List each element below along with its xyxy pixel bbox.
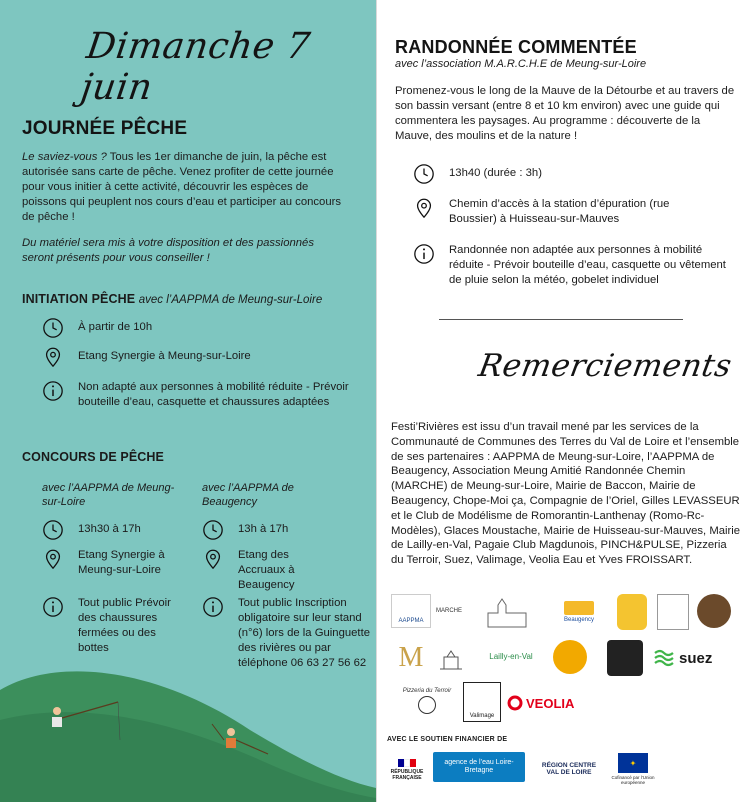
region-centre-logo xyxy=(535,752,603,786)
lailly-logo xyxy=(473,636,549,676)
rando-place: Chemin d’accès à la station d’épuration (rue Boussier) à Huisseau-sur-Mauves xyxy=(449,198,670,225)
concours-col1-header: avec l’AAPPMA de Meung-sur-Loire xyxy=(42,482,175,508)
location-pin-icon xyxy=(42,548,64,570)
rando-info-row xyxy=(413,243,733,288)
initiation-info-row xyxy=(42,380,352,410)
beaugency-logo xyxy=(554,594,604,630)
rando-info: Randonnée non adaptée aux personnes à mobilité réduite - Prévoir bouteille d’eau, casquette ou vêtement de pluie selon la météo, gobelet individuel xyxy=(449,244,726,286)
intro-text: Tous les 1er dimanche de juin, la pêche est autorisée sans carte de pêche. Venez profiter de cette journée pour vous initier à cette activité, découvrir les espèces de poissons qui peuplent nos cours d’eau et participer au concours de pêche ! xyxy=(22,151,342,223)
pizzeria-label: Pizzeria du Terroir xyxy=(402,688,452,694)
right-panel xyxy=(377,0,752,802)
compagnie-oriel-logo xyxy=(657,594,689,630)
suez-label: suez xyxy=(679,649,713,667)
agence-eau-logo xyxy=(433,752,525,782)
concours-col1-info-row xyxy=(42,596,192,656)
clock-icon xyxy=(42,519,64,541)
pagaie-club-logo xyxy=(553,640,587,674)
concours-col2-time: 13h à 17h xyxy=(238,523,289,535)
thanks-title: Remerciements xyxy=(475,348,735,384)
clock-icon xyxy=(413,163,435,185)
baccon-church-logo xyxy=(479,596,541,630)
intro-paragraph xyxy=(22,150,344,225)
huisseau-logo xyxy=(435,640,467,676)
initiation-info: Non adapté aux personnes à mobilité réduite - Prévoir bouteille d’eau, casquette et chaussures adaptées xyxy=(78,381,349,408)
initiation-place-row xyxy=(42,346,352,368)
concours-heading: CONCOURS DE PÊCHE xyxy=(22,450,164,464)
initiation-place: Etang Synergie à Meung-sur-Loire xyxy=(78,350,251,362)
aappma-logo xyxy=(391,594,431,628)
lailly-label: Lailly-en-Val xyxy=(489,651,533,661)
material-paragraph: Du matériel sera mis à votre disposition et des passionnés seront présents pour vous conseiller ! xyxy=(22,237,314,264)
initiation-subtitle: avec l’AAPPMA de Meung-sur-Loire xyxy=(138,294,323,306)
location-pin-icon xyxy=(42,346,64,368)
concours-col1-info: Tout public Prévoir des chaussures fermées ou des bottes xyxy=(78,597,171,654)
info-icon xyxy=(413,243,435,265)
location-pin-icon xyxy=(413,197,435,219)
europe-label: Cofinancé par l’Union européenne xyxy=(611,775,655,785)
intro-lead: Le saviez-vous ? xyxy=(22,151,107,163)
soutien-label: AVEC LE SOUTIEN FINANCIER DE xyxy=(387,736,508,743)
pizzeria-logo xyxy=(397,684,457,718)
info-icon xyxy=(42,596,64,618)
pinch-pulse-logo xyxy=(607,640,643,676)
valimage-label: Valimage xyxy=(469,713,495,719)
initiation-time: À partir de 10h xyxy=(78,321,153,333)
marche-logo xyxy=(433,592,465,630)
rando-time: 13h40 (durée : 3h) xyxy=(449,167,542,179)
rando-time-row xyxy=(413,163,733,185)
initiation-heading xyxy=(22,292,322,306)
region-label: RÉGION CENTRE VAL DE LOIRE xyxy=(541,761,597,776)
rando-place-row xyxy=(413,197,733,227)
beaugency-label: Beaugency xyxy=(563,617,595,623)
suez-logo xyxy=(653,645,733,671)
rando-paragraph: Promenez-vous le long de la Mauve de la Détourbe et au travers de son bassin versant (entre 8 et 10 km environ) avec une guide qui commentera les paysages. Au programme : découverte de la Mauve, des moulins et de la nature ! xyxy=(395,85,735,142)
concours-col2-place: Etang des Accruaux à Beaugency xyxy=(238,549,295,591)
republique-francaise-logo xyxy=(387,752,427,788)
concours-col2-time-row xyxy=(202,519,372,541)
republique-label: RÉPUBLIQUE FRANÇAISE xyxy=(390,769,424,781)
aappma-label: AAPPMA xyxy=(398,618,424,624)
concours-col2-header: avec l’AAPPMA de Beaugency xyxy=(202,482,294,508)
date-title: Dimanche 7 juin xyxy=(78,26,313,108)
agence-label: agence de l’eau Loire-Bretagne xyxy=(444,759,514,774)
concours-col1-place: Etang Synergie à Meung-sur-Loire xyxy=(78,549,165,576)
info-icon xyxy=(202,596,224,618)
concours-col1-time-row xyxy=(42,519,192,541)
info-icon xyxy=(42,380,64,402)
clock-icon xyxy=(202,519,224,541)
veolia-label: VEOLIA xyxy=(526,695,575,711)
clock-icon xyxy=(42,317,64,339)
rando-title: RANDONNÉE COMMENTÉE xyxy=(395,37,637,57)
thanks-paragraph: Festi’Rivières est issu d’un travail mené par les services de la Communauté de Communes des Terres du Val de Loire et l’ensemble de ses partenaires : AAPPMA de Meung-sur-Loire, l’AAPPMA de Beaugency, Association Meung Amitié Randonnée Chemin (MARCHE) de Meung-sur-Loire, Mairie de Baccon, Mairie de Beaugency, Chope-Moi ça, Compagnie de l’Oriel, Gilles LEVASSEUR et le Club de Modélisme de Romorantin-Lanthenay (Romo-Rc-Modèles), Glaces Moustache, Mairie de Huisseau-sur-Mauves, Mairie de Lailly-en-Val, Pagaie Club Magdunois, PINCH&PULSE, Pizzeria du Terroir, Suez, Valimage, Veolia Eau et Yves FROISSART. xyxy=(391,421,741,567)
concours-col2-info: Tout public Inscription obligatoire sur leur stand (n°6) lors de la Guinguette des rivières ou par téléphone 06 63 27 56 62 xyxy=(238,597,370,669)
rando-subtitle: avec l’association M.A.R.C.H.E de Meung-sur-Loire xyxy=(395,58,647,70)
concours-col1-place-row xyxy=(42,548,192,578)
chope-moi-ca-logo xyxy=(617,594,647,630)
concours-col1-time: 13h30 à 17h xyxy=(78,523,141,535)
romo-rc-logo xyxy=(697,594,731,628)
section-divider xyxy=(439,319,683,320)
veolia-logo xyxy=(507,690,591,716)
hill-illustration xyxy=(0,660,376,802)
location-pin-icon xyxy=(202,548,224,570)
initiation-title: INITIATION PÊCHE xyxy=(22,292,136,306)
initiation-time-row xyxy=(42,317,352,339)
marche-label: MARCHE xyxy=(435,608,462,614)
journee-title: JOURNÉE PÊCHE xyxy=(22,118,188,139)
valimage-logo xyxy=(463,682,501,722)
concours-col2-place-row xyxy=(202,548,372,593)
europe-logo: ✦ Cofinancé par l’Union européenne xyxy=(611,752,655,786)
glaces-moustache-logo: M xyxy=(398,642,424,673)
